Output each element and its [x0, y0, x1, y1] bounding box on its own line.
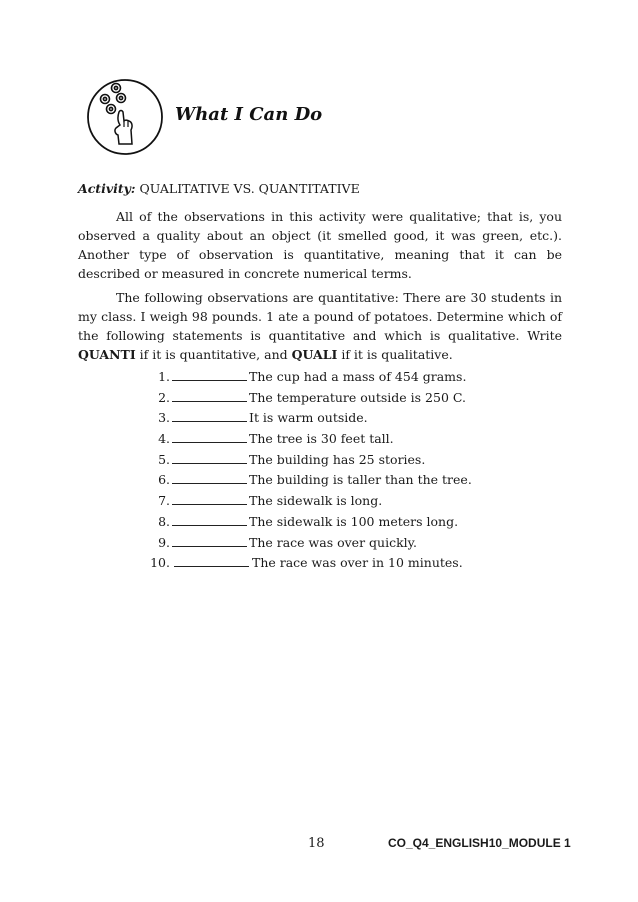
item-number: 7.: [158, 493, 170, 509]
paragraph-2-text-start: The following observations are quantitative: There are 30 students in my class. I weigh 98 pounds. 1 ate a pound of potatoes. Determine which of the following statements is quantitative and which is qualitative. Write: [78, 290, 562, 343]
item-statement: It is warm outside.: [249, 410, 368, 426]
list-item: [138, 470, 478, 491]
answer-blank[interactable]: [174, 566, 249, 567]
list-item: [138, 388, 478, 409]
item-statement: The cup had a mass of 454 grams.: [249, 369, 467, 384]
item-statement: The sidewalk is long.: [249, 493, 383, 509]
item-statement: The temperature outside is 250 C.: [249, 389, 466, 405]
answer-blank[interactable]: [172, 463, 247, 464]
instructions-paragraph-2: [78, 288, 562, 364]
quanti-keyword: QUANTI: [78, 347, 136, 362]
item-statement: The tree is 30 feet tall.: [249, 431, 394, 447]
page-number: 18: [308, 836, 325, 851]
activity-heading: [78, 181, 360, 196]
exercise-list: [138, 367, 478, 574]
item-number: 4.: [158, 431, 170, 447]
item-number: 6.: [158, 472, 170, 488]
item-number: 9.: [158, 534, 170, 550]
activity-label: Activity:: [78, 181, 136, 196]
answer-blank[interactable]: [172, 525, 247, 526]
quali-keyword: QUALI: [291, 347, 338, 362]
list-item: [138, 408, 478, 429]
item-statement: The race was over in 10 minutes.: [252, 555, 463, 571]
answer-blank[interactable]: [172, 380, 247, 381]
hand-with-gears-icon: [86, 78, 164, 156]
activity-name: QUALITATIVE VS. QUANTITATIVE: [139, 181, 360, 196]
item-number: 3.: [158, 410, 170, 426]
item-number: 1.: [158, 369, 170, 384]
item-number: 8.: [158, 513, 170, 529]
answer-blank[interactable]: [172, 421, 247, 422]
list-item: [138, 533, 478, 554]
answer-blank[interactable]: [172, 546, 247, 547]
item-statement: The race was over quickly.: [249, 534, 418, 550]
answer-blank[interactable]: [172, 401, 247, 402]
item-statement: The building has 25 stories.: [249, 451, 426, 467]
answer-blank[interactable]: [172, 504, 247, 505]
list-item: [138, 491, 478, 512]
list-item: [138, 367, 478, 388]
paragraph-2-text-middle: if it is quantitative, and: [135, 347, 292, 362]
list-item: [138, 512, 478, 533]
answer-blank[interactable]: [172, 442, 247, 443]
item-number: 2.: [158, 389, 170, 405]
item-number: 10.: [150, 555, 170, 571]
answer-blank[interactable]: [172, 483, 247, 484]
item-statement: The building is taller than the tree.: [249, 472, 472, 488]
module-code: CO_Q4_ENGLISH10_MODULE 1: [388, 836, 571, 850]
list-item: [138, 553, 478, 574]
paragraph-1-text: All of the observations in this activity were qualitative; that is, you observed a quality about an object (it smelled good, it was green, etc.). Another type of observation is quantitative, meaning that it can be described or measured in concrete numerical terms.: [78, 209, 562, 281]
instructions-paragraph-1: [78, 207, 562, 283]
section-title: What I Can Do: [175, 104, 323, 125]
item-number: 5.: [158, 451, 170, 467]
list-item: [138, 429, 478, 450]
paragraph-2-text-end: if it is qualitative.: [337, 347, 453, 362]
list-item: [138, 450, 478, 471]
item-statement: The sidewalk is 100 meters long.: [249, 513, 459, 529]
